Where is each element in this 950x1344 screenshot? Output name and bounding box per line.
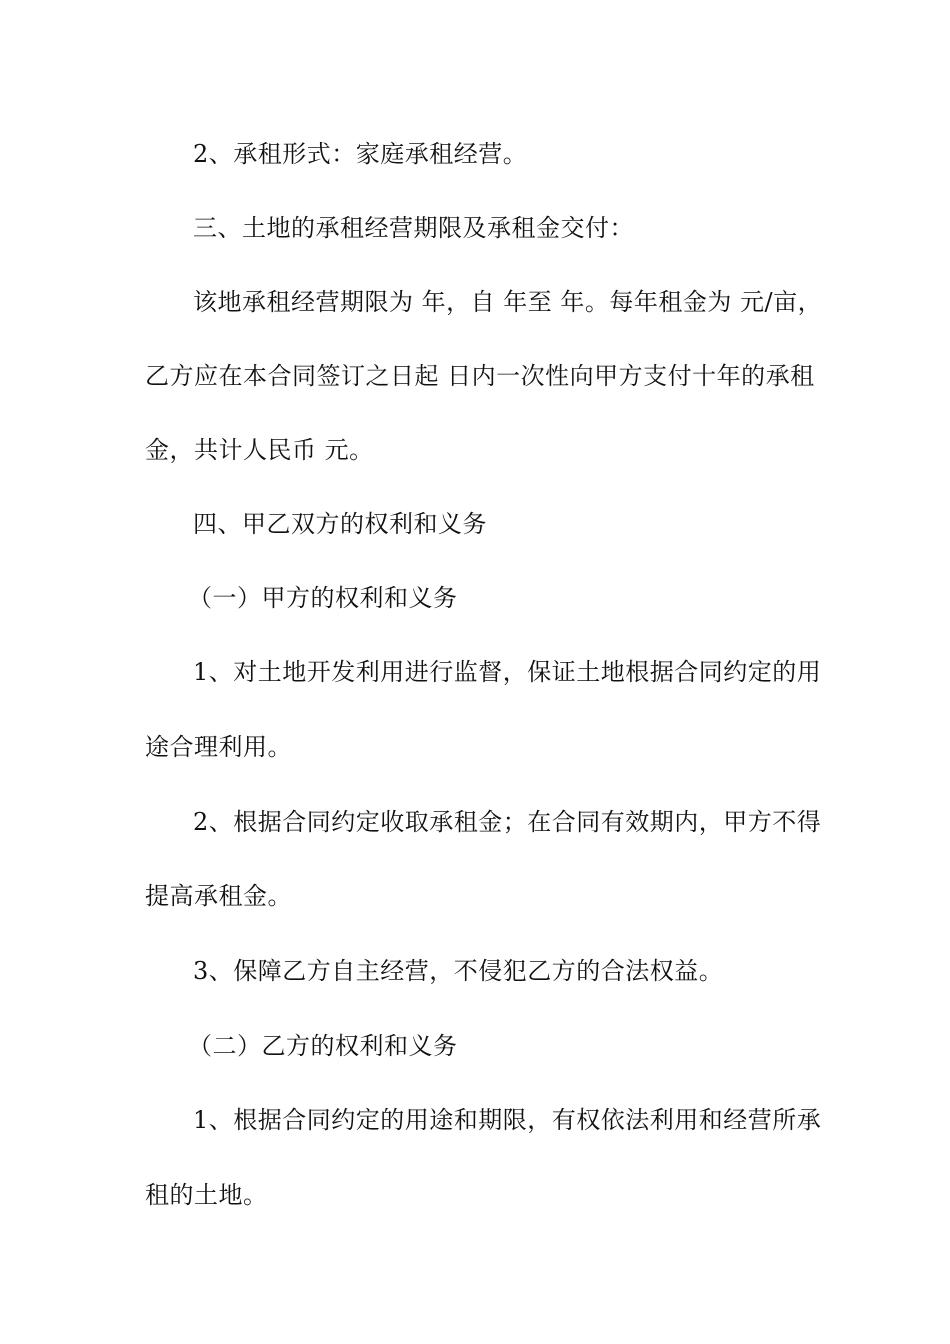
paragraph-line: 2、根据合同约定收取承租金；在合同有效期内，甲方不得 <box>193 808 822 836</box>
paragraph-line: 途合理利用。 <box>145 733 292 761</box>
section-heading: 四、甲乙双方的权利和义务 <box>193 510 487 538</box>
paragraph-line: 1、对土地开发利用进行监督，保证土地根据合同约定的用 <box>193 658 822 686</box>
paragraph-line: 该地承租经营期限为 年，自 年至 年。每年租金为 元/亩， <box>193 288 823 316</box>
subsection-heading: （二）乙方的权利和义务 <box>188 1032 458 1060</box>
paragraph-line: 1、根据合同约定的用途和期限，有权依法利用和经营所承 <box>193 1106 822 1134</box>
paragraph-line: 提高承租金。 <box>145 882 292 910</box>
paragraph-line: 3、保障乙方自主经营，不侵犯乙方的合法权益。 <box>193 957 724 985</box>
section-heading: 三、土地的承租经营期限及承租金交付： <box>193 214 634 242</box>
paragraph-line: 乙方应在本合同签订之日起 日内一次性向甲方支付十年的承租 <box>145 362 815 390</box>
paragraph-line: 2、承租形式：家庭承租经营。 <box>193 140 528 168</box>
paragraph-line: 租的土地。 <box>145 1181 268 1209</box>
subsection-heading: （一）甲方的权利和义务 <box>188 584 458 612</box>
paragraph-line: 金，共计人民币 元。 <box>145 436 374 464</box>
